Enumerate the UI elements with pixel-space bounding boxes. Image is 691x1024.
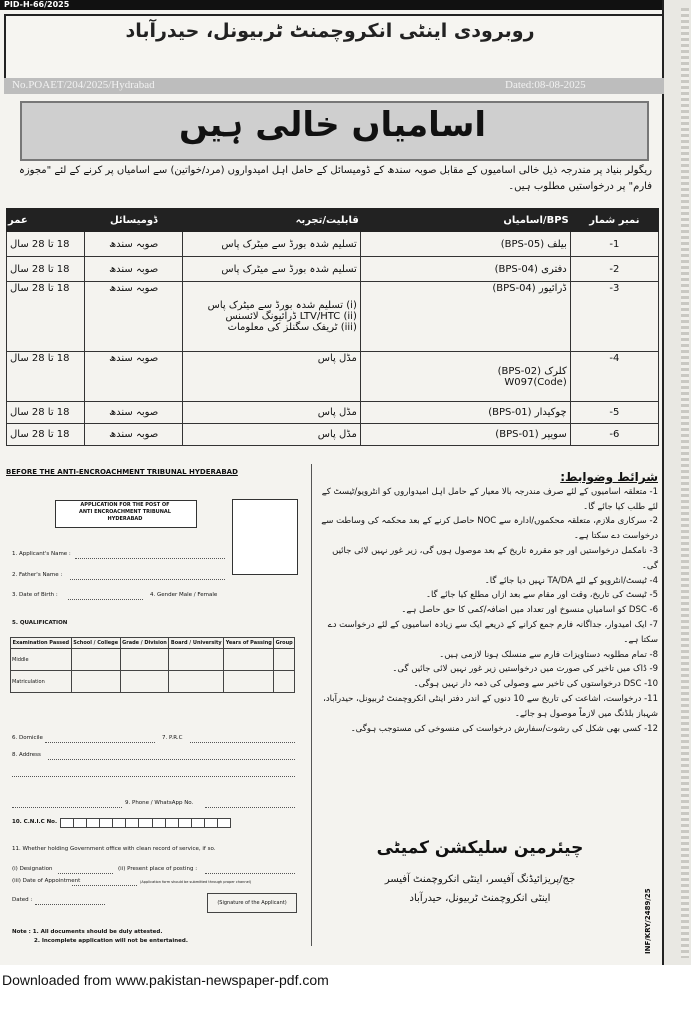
term-item: 9- ڈاک میں تاخیر کی صورت میں درخواستیں زیر غور نہیں لائی جائیں گی۔ (392, 664, 658, 675)
q-header: Board / University (169, 638, 224, 649)
row-post-multi (360, 352, 570, 402)
dated-line (35, 904, 105, 905)
signoff-block (330, 870, 630, 908)
q-cell[interactable] (224, 671, 274, 693)
q-cell[interactable] (169, 671, 224, 693)
domicile-line (45, 742, 155, 743)
download-footer: Downloaded from www.pakistan-newspaper-pdf.com (2, 972, 329, 988)
col-serial: نمبر شمار (570, 209, 658, 232)
row-age: 18 تا 28 سال (7, 402, 85, 424)
channel-note: (Application form should be submitted through proper channel) (140, 880, 252, 884)
term-item: 6- DSC کو اسامیاں منسوخ اور تعداد میں اضافہ/کمی کا حق حاصل ہے۔ (401, 605, 658, 616)
table-row (7, 352, 659, 402)
designation-line (58, 873, 113, 874)
qualification-line: (iii) ٹریفک سگنلز کی معلومات (227, 322, 357, 333)
row-age: 18 تا 28 سال (7, 257, 85, 282)
term-item: 7- ایک امیدوار، جداگانہ فارم جمع کرانے کے ذریعے ایک سے زیادہ اسامیوں کے لئے درخواست دے سکتا ہے۔ (327, 619, 658, 645)
qualification-line: (i) تسلیم شدہ بورڈ سے میٹرک پاس (207, 300, 357, 311)
application-title-line: APPLICATION FOR THE POST OF (80, 502, 170, 508)
signoff-line: اینٹی انکروچمنٹ ٹربیونل، حیدرآباد (409, 893, 551, 904)
row-qualification: تسلیم شدہ بورڈ سے میٹرک پاس (183, 232, 360, 257)
dob-line (68, 599, 143, 600)
dated-label: Dated : (12, 897, 33, 903)
q-cell[interactable] (71, 671, 120, 693)
address-line-2 (12, 776, 295, 777)
q-cell[interactable] (274, 671, 295, 693)
row-age: 18 تا 28 سال (7, 232, 85, 257)
row-qualification: مڈل پاس (183, 424, 360, 446)
term-item: 5- ٹیسٹ کی تاریخ، وقت اور مقام سے بعد ازاں مطلع کیا جائے گا۔ (425, 590, 658, 601)
reference-date: Dated:08-08-2025 (505, 79, 586, 91)
pid-label: PID-H-66/2025 (4, 0, 70, 9)
row-domicile: صوبہ سندھ (85, 352, 183, 402)
row-age: 18 تا 28 سال (7, 424, 85, 446)
q-row-label: Matriculation (11, 671, 72, 693)
note-2: 2. Incomplete application will not be entertained. (34, 938, 188, 944)
row-age: 18 تا 28 سال (7, 282, 85, 352)
col-domicile: ڈومیسائل (85, 209, 183, 232)
appointment-line (72, 885, 137, 886)
post-code: W097(Code) (504, 376, 567, 388)
q-cell[interactable] (71, 649, 120, 671)
adjacent-column-text (681, 8, 689, 958)
intro-paragraph: ریگولر بنیاد پر مندرجہ ذیل خالی اسامیوں کے مقابل صوبہ سندھ کے ڈومیسائل کے حامل اہل امیدواروں (مرد/خواتین) سے اسامیاں پر کرنے کے لئے "مجوزہ فارم" پر درخواستیں مطلوب ہیں۔ (18, 165, 652, 192)
phone-label: 9. Phone / WhatsApp No. (125, 800, 194, 806)
row-serial: -5 (570, 402, 658, 424)
row-qualification: مڈل پاس (183, 402, 360, 424)
table-row (7, 402, 659, 424)
col-post: اسامیاں/BPS (360, 209, 570, 232)
row-serial: -6 (570, 424, 658, 446)
row-serial: -1 (570, 232, 658, 257)
row-serial: -3 (570, 282, 658, 352)
vacancy-table-header (7, 209, 659, 232)
terms-conditions (318, 470, 658, 736)
qualification-row (11, 671, 295, 693)
row-age: 18 تا 28 سال (7, 352, 85, 402)
application-title-line: ANTI ENCROACHMENT TRIBUNAL (79, 509, 171, 515)
q-header: Examination Passed (11, 638, 72, 649)
term-item: 11- درخواست، اشاعت کی تاریخ سے 10 دنوں کے اندر دفتر اینٹی انکروچمنٹ ٹربیونل، حیدرآباد، شہباز بلڈنگ میں لازماً موصول ہو جائے۔ (323, 693, 658, 719)
term-item: 3- نامکمل درخواستیں اور جو مقررہ تاریخ کے بعد موصول ہوں گی، زیر غور نہیں لائی جائیں گی۔ (332, 545, 658, 571)
inf-code-text: INF/KRY/2489/25 (644, 888, 652, 954)
signature-box: (Signature of the Applicant) (207, 893, 297, 913)
q-header: Years of Passing (224, 638, 274, 649)
chairman-title: چیئرمین سلیکشن کمیٹی (376, 838, 584, 858)
row-qualification: تسلیم شدہ بورڈ سے میٹرک پاس (183, 257, 360, 282)
application-title-line: HYDERABAD (107, 516, 143, 522)
col-age: عمر (7, 209, 85, 232)
cnic-boxes[interactable] (60, 818, 230, 828)
qualification-label: 5. QUALIFICATION (12, 620, 68, 626)
row-serial: -2 (570, 257, 658, 282)
q-cell[interactable] (274, 649, 295, 671)
row-post: بیلف (BPS-05) (360, 232, 570, 257)
address-line (48, 759, 295, 760)
row-qualification: مڈل پاس (183, 352, 360, 402)
father-name-label: 2. Father's Name : (12, 572, 63, 578)
term-item: 12- کسی بھی شکل کی رشوت/سفارش درخواست کی منسوخی کی مستوجب ہوگی۔ (350, 723, 658, 734)
designation-label: (i) Designation (12, 866, 53, 872)
posting-line (205, 873, 295, 874)
top-strip (0, 0, 662, 10)
table-row (7, 257, 659, 282)
note-1: Note : 1. All documents should be duly attested. (12, 929, 163, 935)
applicant-name-label: 1. Applicant's Name : (12, 551, 71, 557)
phone-line-left (12, 807, 122, 808)
row-post: ڈرائیور (BPS-04) (360, 282, 570, 352)
domicile-label: 6. Domicile (12, 735, 43, 741)
signoff-line: جج/پریزائیڈنگ آفیسر، اینٹی انکروچمنٹ آفیسر (384, 874, 576, 885)
term-item: 4- ٹیسٹ/انٹرویو کے لئے TA/DA نہیں دیا جائے گا۔ (484, 575, 658, 586)
table-row (7, 282, 659, 352)
row-post: دفتری (BPS-04) (360, 257, 570, 282)
term-item: 1- متعلقہ اسامیوں کے لئے صرف مندرجہ بالا معیار کے حامل اہل امیدواروں کو انٹرویو/ٹیسٹ کے لئے طلب کیا جائے گا۔ (321, 486, 658, 512)
reference-number: No.POAET/204/2025/Hydrabad (12, 79, 155, 91)
cnic-label: 10. C.N.I.C No. (12, 819, 58, 825)
gender-label: 4. Gender Male / Female (150, 592, 218, 598)
term-item: 10- DSC درخواستوں کی تاخیر سے وصولی کی ذمہ دار نہیں ہوگی۔ (413, 679, 658, 690)
row-post: سویپر (BPS-01) (360, 424, 570, 446)
vacancy-banner-text: اسامیاں خالی ہیں (178, 105, 487, 145)
q-header: School / College (71, 638, 120, 649)
prc-line (190, 742, 295, 743)
application-title (55, 502, 195, 523)
appointment-label: (iii) Date of Appointment (12, 878, 81, 884)
applicant-name-line (75, 558, 225, 559)
form-heading: BEFORE THE ANTI-ENCROACHMENT TRIBUNAL HYDERABAD (6, 468, 238, 476)
q-row-label: Middle (11, 649, 72, 671)
row-domicile: صوبہ سندھ (85, 424, 183, 446)
table-row (7, 424, 659, 446)
qualification-header (11, 638, 295, 649)
photo-box (232, 499, 298, 575)
row-qualification-multi (183, 282, 360, 352)
address-label: 8. Address (12, 752, 41, 758)
qualification-table (10, 637, 295, 693)
table-row (7, 232, 659, 257)
row-domicile: صوبہ سندھ (85, 282, 183, 352)
row-domicile: صوبہ سندھ (85, 402, 183, 424)
prc-label: 7. P.R.C (162, 735, 183, 741)
q-cell[interactable] (120, 671, 169, 693)
posting-label: (ii) Present place of posting : (118, 866, 198, 872)
col-qualification: قابلیت/تجربہ (183, 209, 360, 232)
qualification-line: (ii) LTV/HTC ڈرائیونگ لائسنس (225, 311, 357, 322)
qualification-row (11, 649, 295, 671)
terms-title: شرائط وضوابط: (560, 470, 658, 484)
row-domicile: صوبہ سندھ (85, 257, 183, 282)
vacancy-table (6, 208, 659, 446)
q-cell[interactable] (224, 649, 274, 671)
row-serial: -4 (570, 352, 658, 402)
phone-line (205, 807, 295, 808)
dob-label: 3. Date of Birth : (12, 592, 58, 598)
row-post: چوکیدار (BPS-01) (360, 402, 570, 424)
q-header: Group (274, 638, 295, 649)
inf-code (640, 850, 658, 960)
term-item: 2- سرکاری ملازم، متعلقہ محکموں/ادارہ سے NOC حاصل کرنے کے بعد محکمہ کی وساطت سے درخواست دے سکتا ہے۔ (321, 516, 658, 542)
q-cell[interactable] (120, 649, 169, 671)
q-cell[interactable] (169, 649, 224, 671)
father-name-line (70, 579, 225, 580)
term-item: 8- تمام مطلوبہ دستاویزات فارم سے منسلک ہونا لازمی ہیں۔ (439, 649, 658, 660)
post-line: کلرک (BPS-02) (497, 365, 567, 377)
header-title: روبرودی اینٹی انکروچمنٹ ٹربیونل، حیدرآباد (125, 20, 535, 42)
govt-office-label: 11. Whether holding Government office with clean record of service, if so. (12, 846, 216, 852)
q-header: Grade / Division (120, 638, 169, 649)
row-domicile: صوبہ سندھ (85, 232, 183, 257)
